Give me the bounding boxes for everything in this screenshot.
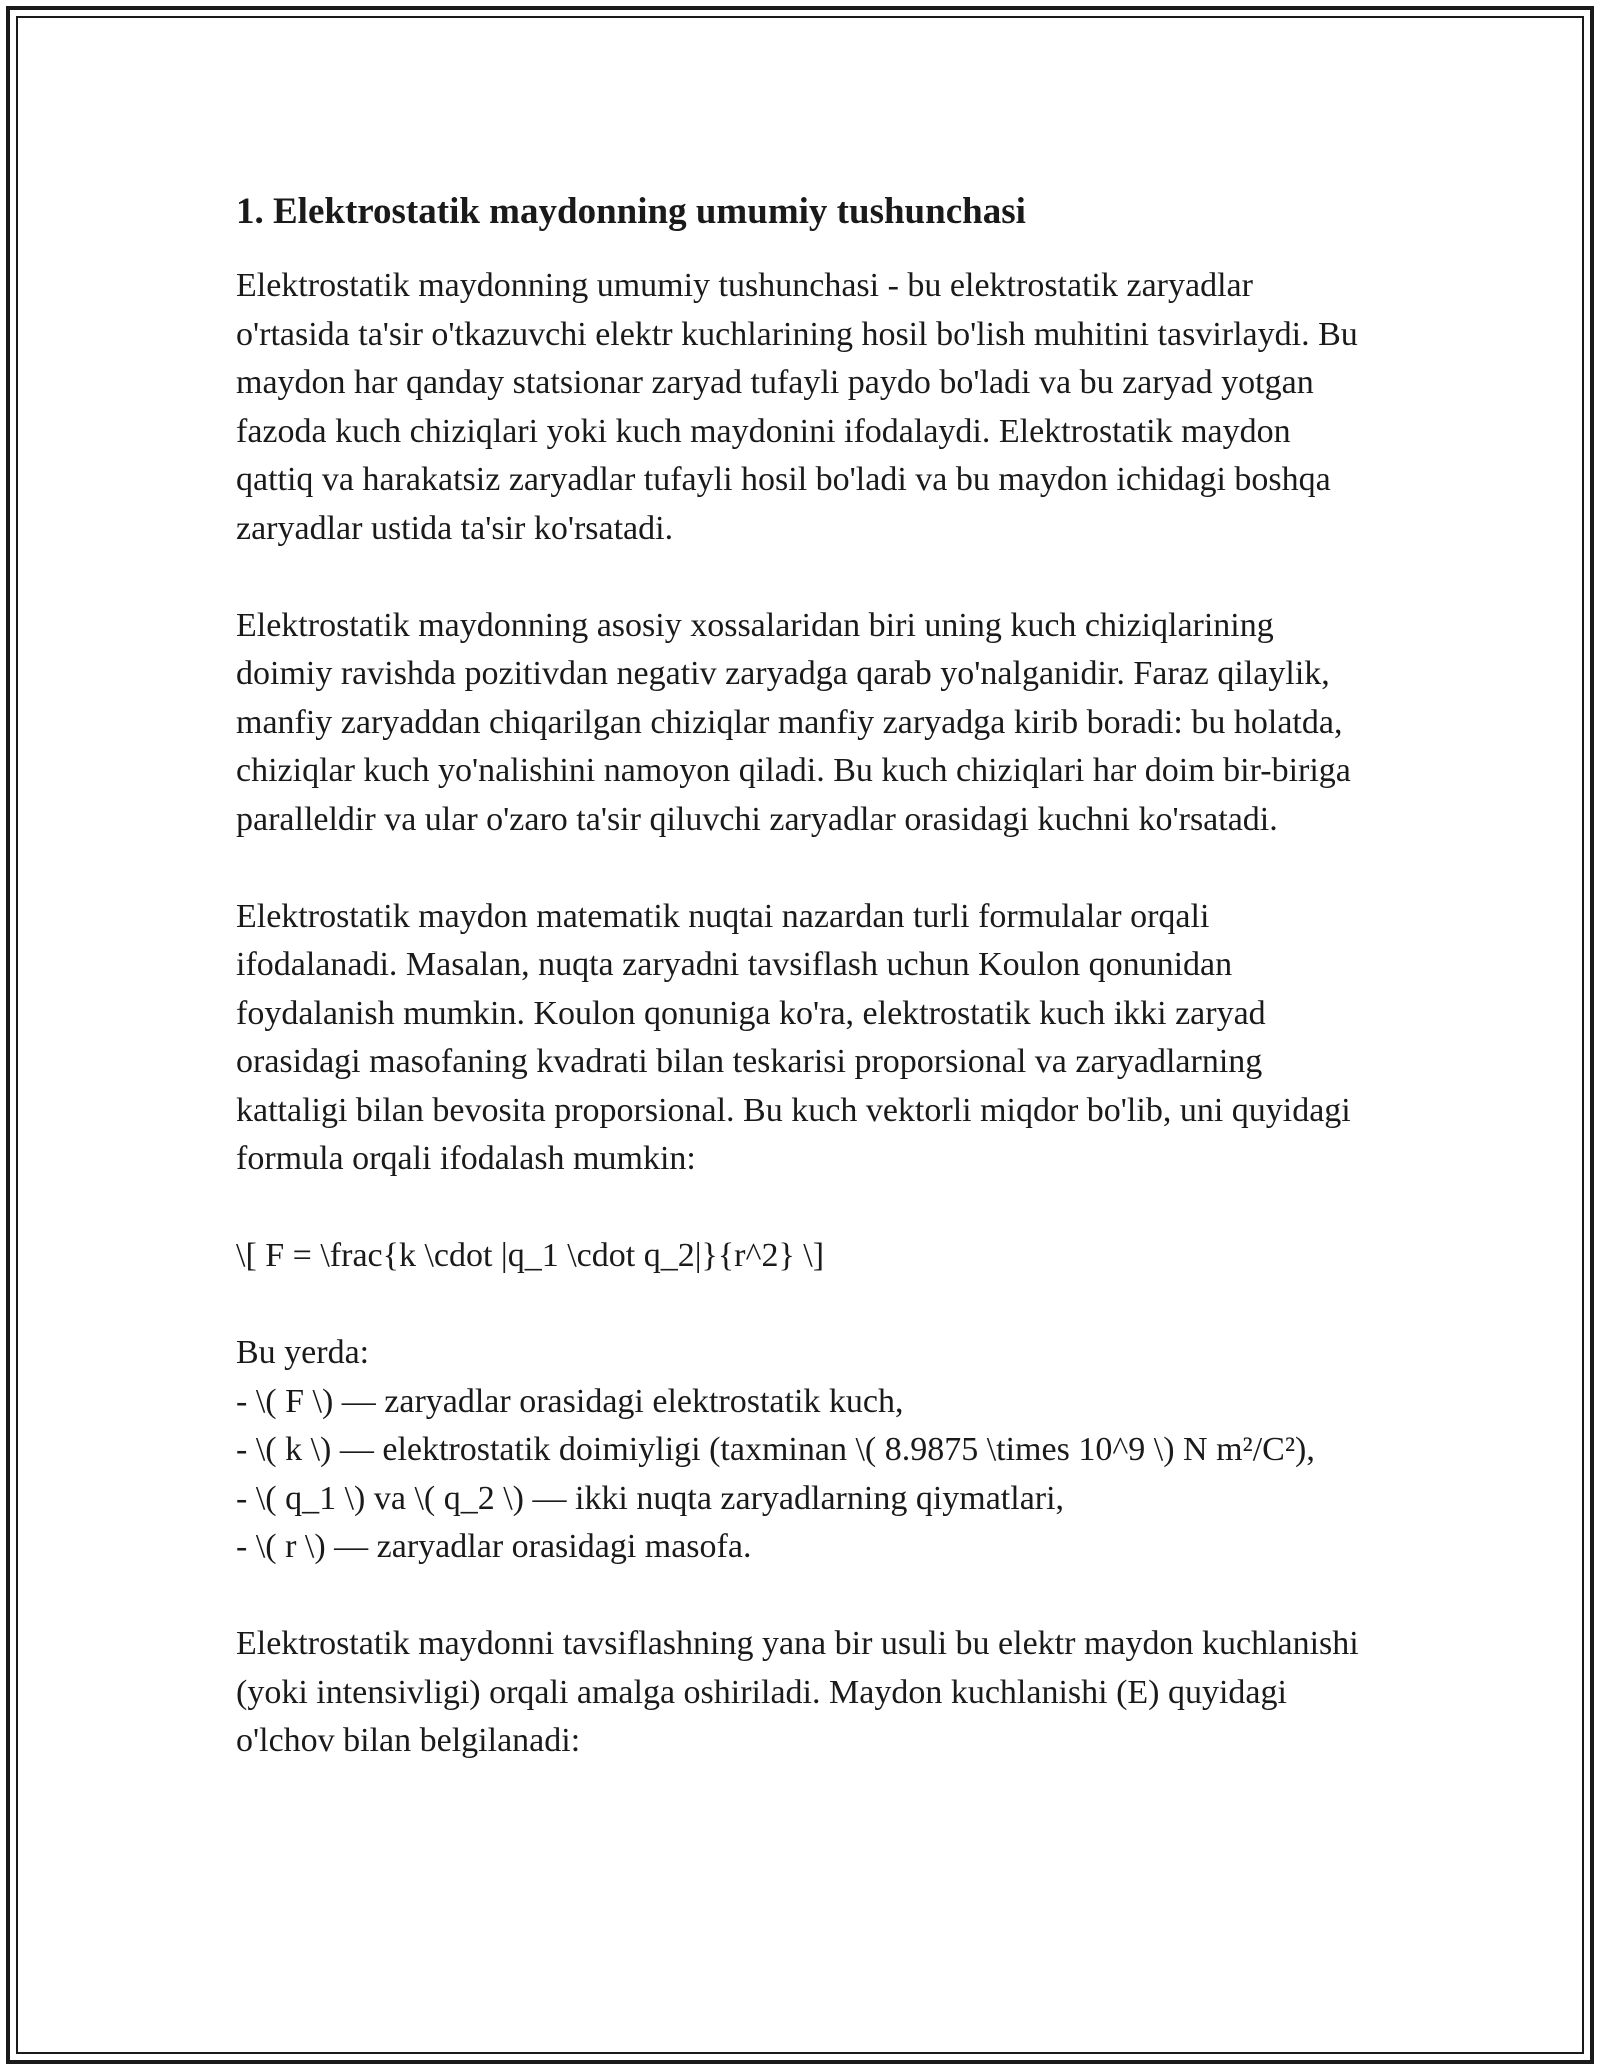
- coulomb-formula: \[ F = \frac{k \cdot |q_1 \cdot q_2|}{r^2} \]: [236, 1237, 825, 1274]
- definition-item: - \( k \) — elektrostatik doimiyligi (taxminan \( 8.9875 \times 10^9 \) N m²/C²),: [236, 1431, 1315, 1468]
- document-body: [236, 188, 1366, 1814]
- paragraph-field-intensity: Elektrostatik maydonni tavsiflashning yana bir usuli bu elektr maydon kuchlanishi (yoki intensivligi) orqali amalga oshiriladi. Maydon kuchlanishi (E) quyidagi o'lchov bilan belgilanadi:: [236, 1625, 1359, 1759]
- paragraph-field-lines: Elektrostatik maydonning asosiy xossalaridan biri uning kuch chiziqlarining doimiy ravishda pozitivdan negativ zaryadga qarab yo'nalganidir. Faraz qilaylik, manfiy zaryaddan chiqarilgan chiziqlar manfiy zaryadga kirib boradi: bu holatda, chiziqlar kuch yo'nalishini namoyon qiladi. Bu kuch chiziqlari har doim bir-biriga paralleldir va ular o'zaro ta'sir qiluvchi zaryadlar orasidagi kuchni ko'rsatadi.: [236, 606, 1351, 838]
- definition-item: - \( F \) — zaryadlar orasidagi elektrostatik kuch,: [236, 1382, 904, 1420]
- section-heading: 1. Elektrostatik maydonning umumiy tushunchasi: [236, 191, 1026, 232]
- paragraph-intro: Elektrostatik maydonning umumiy tushunchasi - bu elektrostatik zaryadlar o'rtasida ta'sir o'tkazuvchi elektr kuchlarining hosil bo'lish muhitini tasvirlaydi. Bu maydon har qanday statsionar zaryad tufayli paydo bo'ladi va bu zaryad yotgan fazoda kuch chiziqlari yoki kuch maydonini ifodalaydi. Elektrostatik maydon qattiq va harakatsiz zaryadlar tufayli hosil bo'ladi va bu maydon ichidagi boshqa zaryadlar ustida ta'sir ko'rsatadi.: [236, 267, 1358, 547]
- formula-definitions: [236, 1329, 1366, 1572]
- definitions-intro: Bu yerda:: [236, 1334, 370, 1371]
- definition-item: - \( r \) — zaryadlar orasidagi masofa.: [236, 1528, 752, 1565]
- paragraph-coulomb-law: Elektrostatik maydon matematik nuqtai nazardan turli formulalar orqali ifodalanadi. Masalan, nuqta zaryadni tavsiflash uchun Koulon qonunidan foydalanish mumkin. Koulon qonuniga ko'ra, elektrostatik kuch ikki zaryad orasidagi masofaning kvadrati bilan teskarisi proporsional va zaryadlarning kattaligi bilan bevosita proporsional. Bu kuch vektorli miqdor bo'lib, uni quyidagi formula orqali ifodalash mumkin:: [236, 897, 1351, 1177]
- definition-item: - \( q_1 \) va \( q_2 \) — ikki nuqta zaryadlarning qiymatlari,: [236, 1479, 1065, 1517]
